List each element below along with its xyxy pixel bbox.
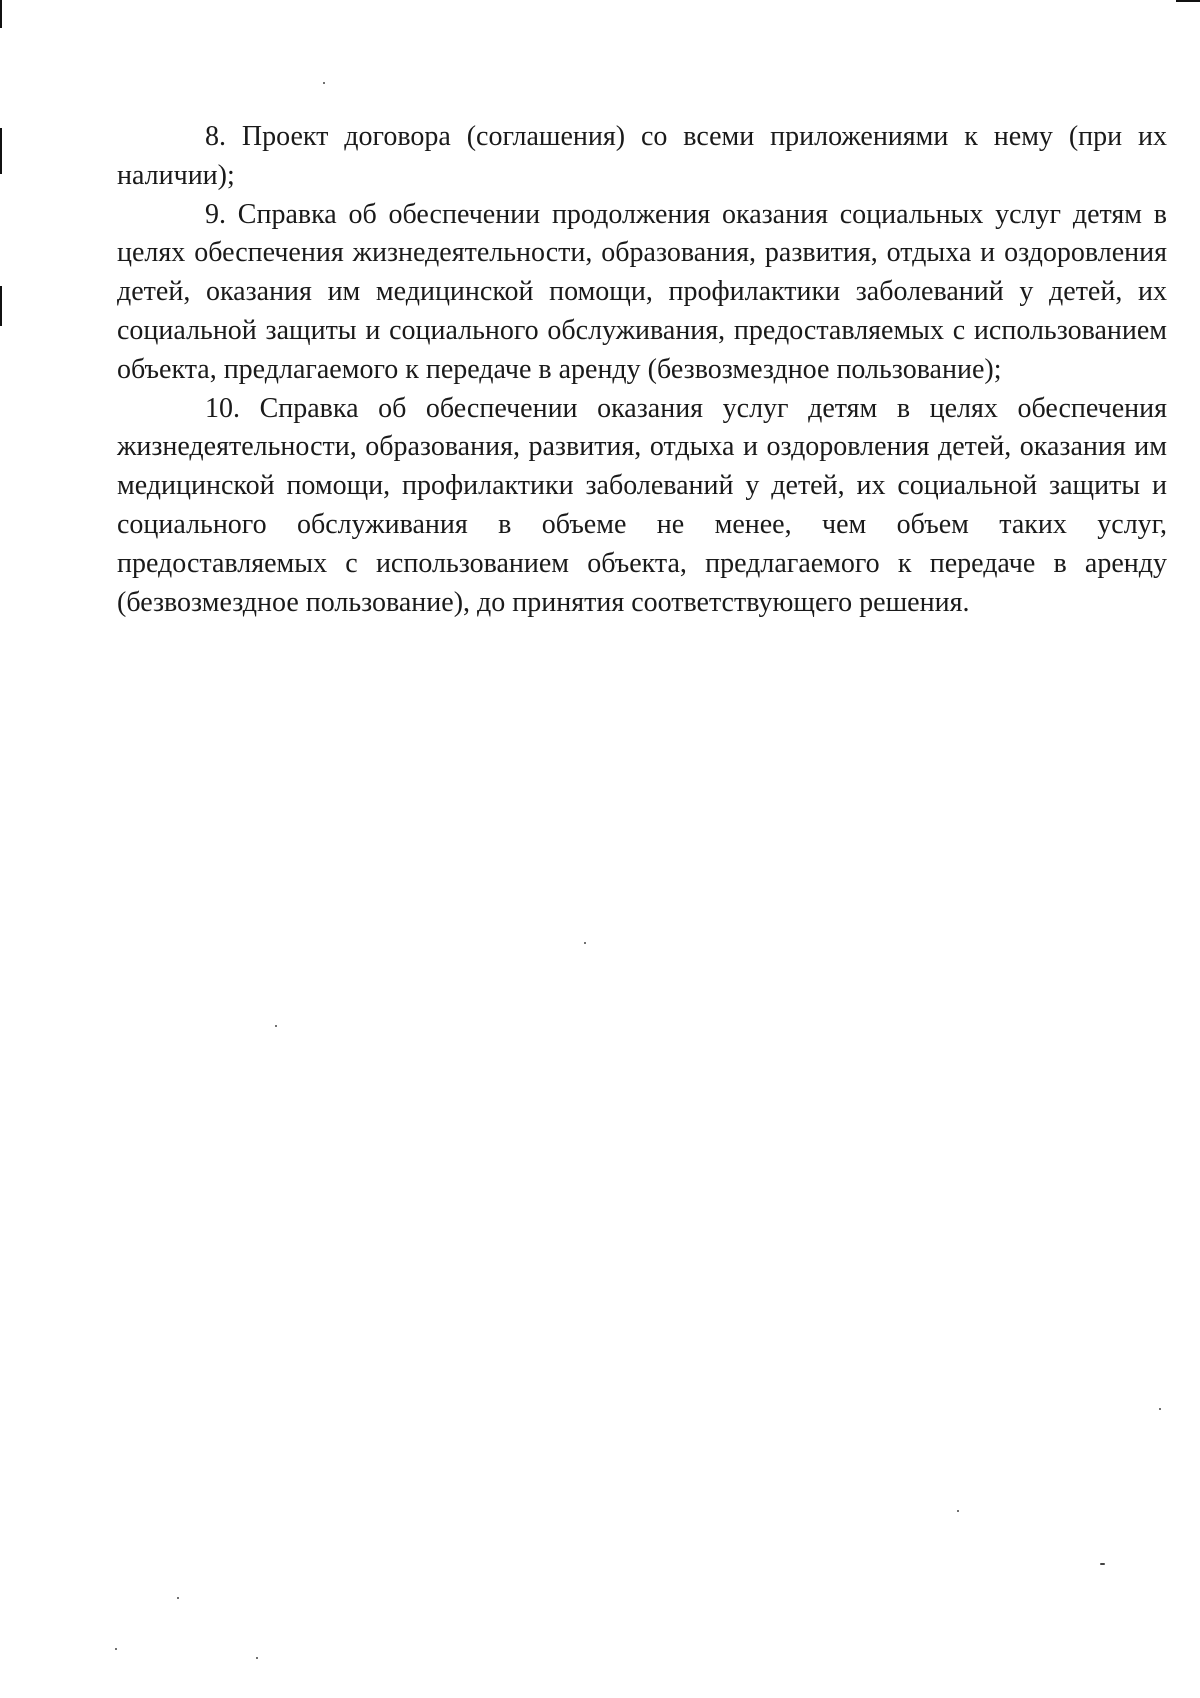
scan-speck — [275, 1025, 277, 1027]
scan-edge-mark — [1176, 0, 1200, 2]
paragraph-9-text: Справка об обеспечении продолжения оказания социальных услуг детям в целях обеспечения жизнедеятельности, образования, развития, отдыха и оздоровления детей, оказания им медицинской помощи, профилактики заболеваний у детей, их социальной защиты и социального обслуживания, предоставляемых с использованием объекта, предлагаемого к передаче в аренду (безвозмездное пользование); — [117, 198, 1167, 385]
paragraph-8-text: Проект договора (соглашения) со всеми приложениями к нему (при их наличии); — [117, 121, 1168, 191]
paragraph-9-number: 9. — [205, 198, 226, 230]
scan-edge-mark — [0, 128, 2, 174]
document-body — [117, 118, 1167, 622]
scan-edge-mark — [0, 0, 2, 28]
scan-speck — [957, 1510, 959, 1512]
scan-speck — [177, 1597, 179, 1599]
scan-speck — [115, 1648, 117, 1650]
scan-edge-mark — [0, 286, 2, 326]
paragraph-10-text: Справка об обеспечении оказания услуг детям в целях обеспечения жизнедеятельности, образования, развития, отдыха и оздоровления детей, оказания им медицинской помощи, профилактики заболеваний у детей, их социальной защиты и социального обслуживания в объеме не менее, чем объем таких услуг, предоставляемых с использованием объекта, предлагаемого к передаче в аренду (безвозмездное пользование), до принятия соответствующего решения. — [117, 392, 1167, 618]
paragraph-10-number: 10. — [205, 392, 240, 424]
paragraph-8-number: 8. — [205, 121, 226, 152]
paragraph-10 — [117, 390, 1167, 623]
scan-speck — [1159, 1408, 1161, 1410]
scan-speck — [1100, 1563, 1105, 1565]
paragraph-9 — [117, 196, 1167, 390]
scan-speck — [256, 1657, 258, 1659]
scan-speck — [584, 942, 586, 944]
paragraph-8 — [117, 118, 1167, 196]
scan-speck — [323, 82, 325, 84]
